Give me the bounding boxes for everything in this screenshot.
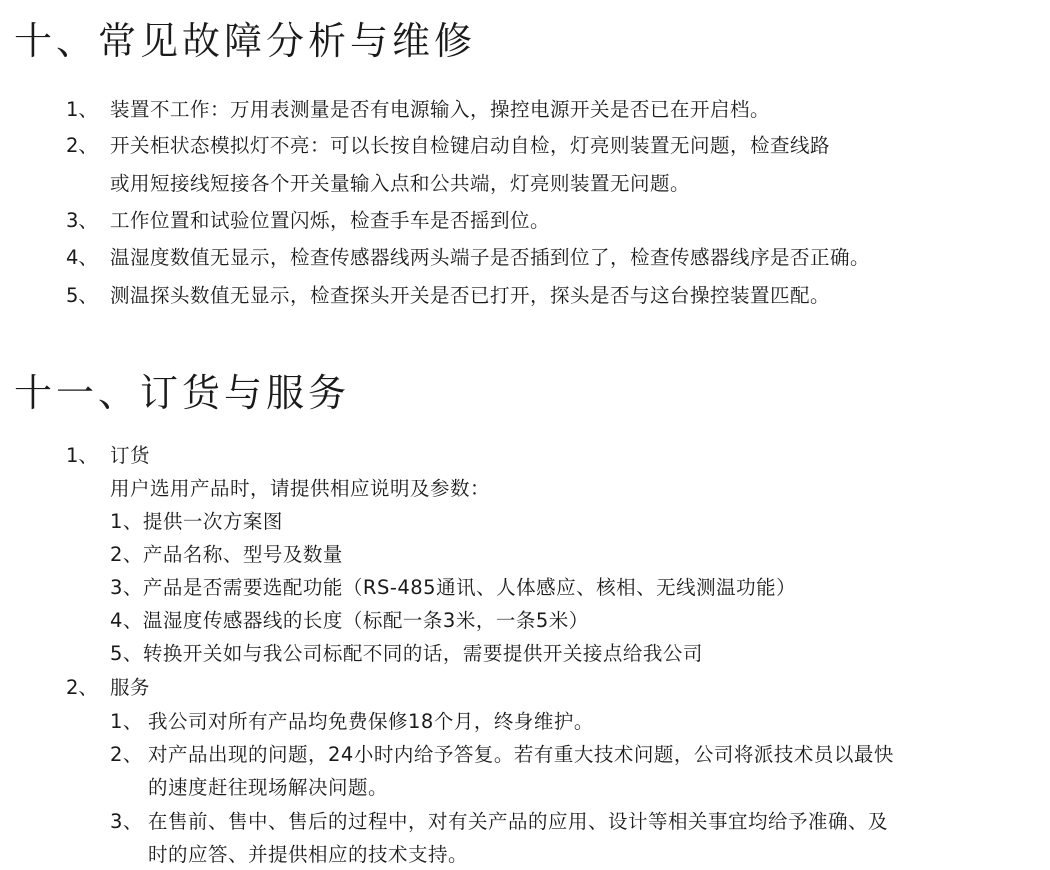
list-item-number: 4、 bbox=[66, 246, 98, 269]
service-item-text: 对产品出现的问题，24小时内给予答复。若有重大技术问题，公司将派技术员以最快 bbox=[148, 743, 894, 766]
service-item-text: 在售前、售中、售后的过程中，对有关产品的应用、设计等相关事宜均给予准确、及 bbox=[148, 810, 889, 833]
order-item: 5、转换开关如与我公司标配不同的话，需要提供开关接点给我公司 bbox=[110, 642, 703, 665]
list-item-number: 2、 bbox=[66, 134, 98, 157]
list-item-text: 温湿度数值无显示，检查传感器线两头端子是否插到位了，检查传感器线序是否正确。 bbox=[110, 246, 871, 269]
list-item-text: 装置不工作：万用表测量是否有电源输入，操控电源开关是否已在开启档。 bbox=[110, 98, 771, 121]
service-item-text: 时的应答、并提供相应的技术支持。 bbox=[148, 843, 469, 866]
order-item: 1、提供一次方案图 bbox=[110, 510, 283, 533]
order-item: 3、产品是否需要选配功能（RS-485通讯、人体感应、核相、无线测温功能） bbox=[110, 576, 797, 599]
order-heading: 订货 bbox=[110, 444, 151, 467]
service-item-number: 3、 bbox=[110, 810, 143, 833]
list-item-text: 测温探头数值无显示，检查探头开关是否已打开，探头是否与这台操控装置匹配。 bbox=[110, 284, 831, 307]
service-item-number: 2、 bbox=[110, 743, 143, 766]
list-item-text: 或用短接线短接各个开关量输入点和公共端，灯亮则装置无问题。 bbox=[110, 172, 691, 195]
service-number: 2、 bbox=[66, 676, 98, 699]
list-item-text: 工作位置和试验位置闪烁，检查手车是否摇到位。 bbox=[110, 209, 551, 232]
order-item: 2、产品名称、型号及数量 bbox=[110, 543, 343, 566]
service-heading: 服务 bbox=[110, 676, 151, 699]
list-item-text: 开关柜状态模拟灯不亮：可以长按自检键启动自检，灯亮则装置无问题，检查线路 bbox=[110, 134, 831, 157]
section-10-title: 十、常见故障分析与维修 bbox=[14, 19, 477, 63]
service-item-text: 的速度赶往现场解决问题。 bbox=[148, 776, 389, 799]
list-item-number: 5、 bbox=[66, 284, 98, 307]
list-item-number: 3、 bbox=[66, 209, 98, 232]
list-item-number: 1、 bbox=[66, 98, 98, 121]
order-intro: 用户选用产品时，请提供相应说明及参数： bbox=[110, 477, 491, 500]
order-item: 4、温湿度传感器线的长度（标配一条3米，一条5米） bbox=[110, 609, 589, 632]
service-item-text: 我公司对所有产品均免费保修18个月，终身维护。 bbox=[148, 710, 594, 733]
section-11-title: 十一、订货与服务 bbox=[14, 371, 351, 415]
order-number: 1、 bbox=[66, 444, 98, 467]
service-item-number: 1、 bbox=[110, 710, 143, 733]
